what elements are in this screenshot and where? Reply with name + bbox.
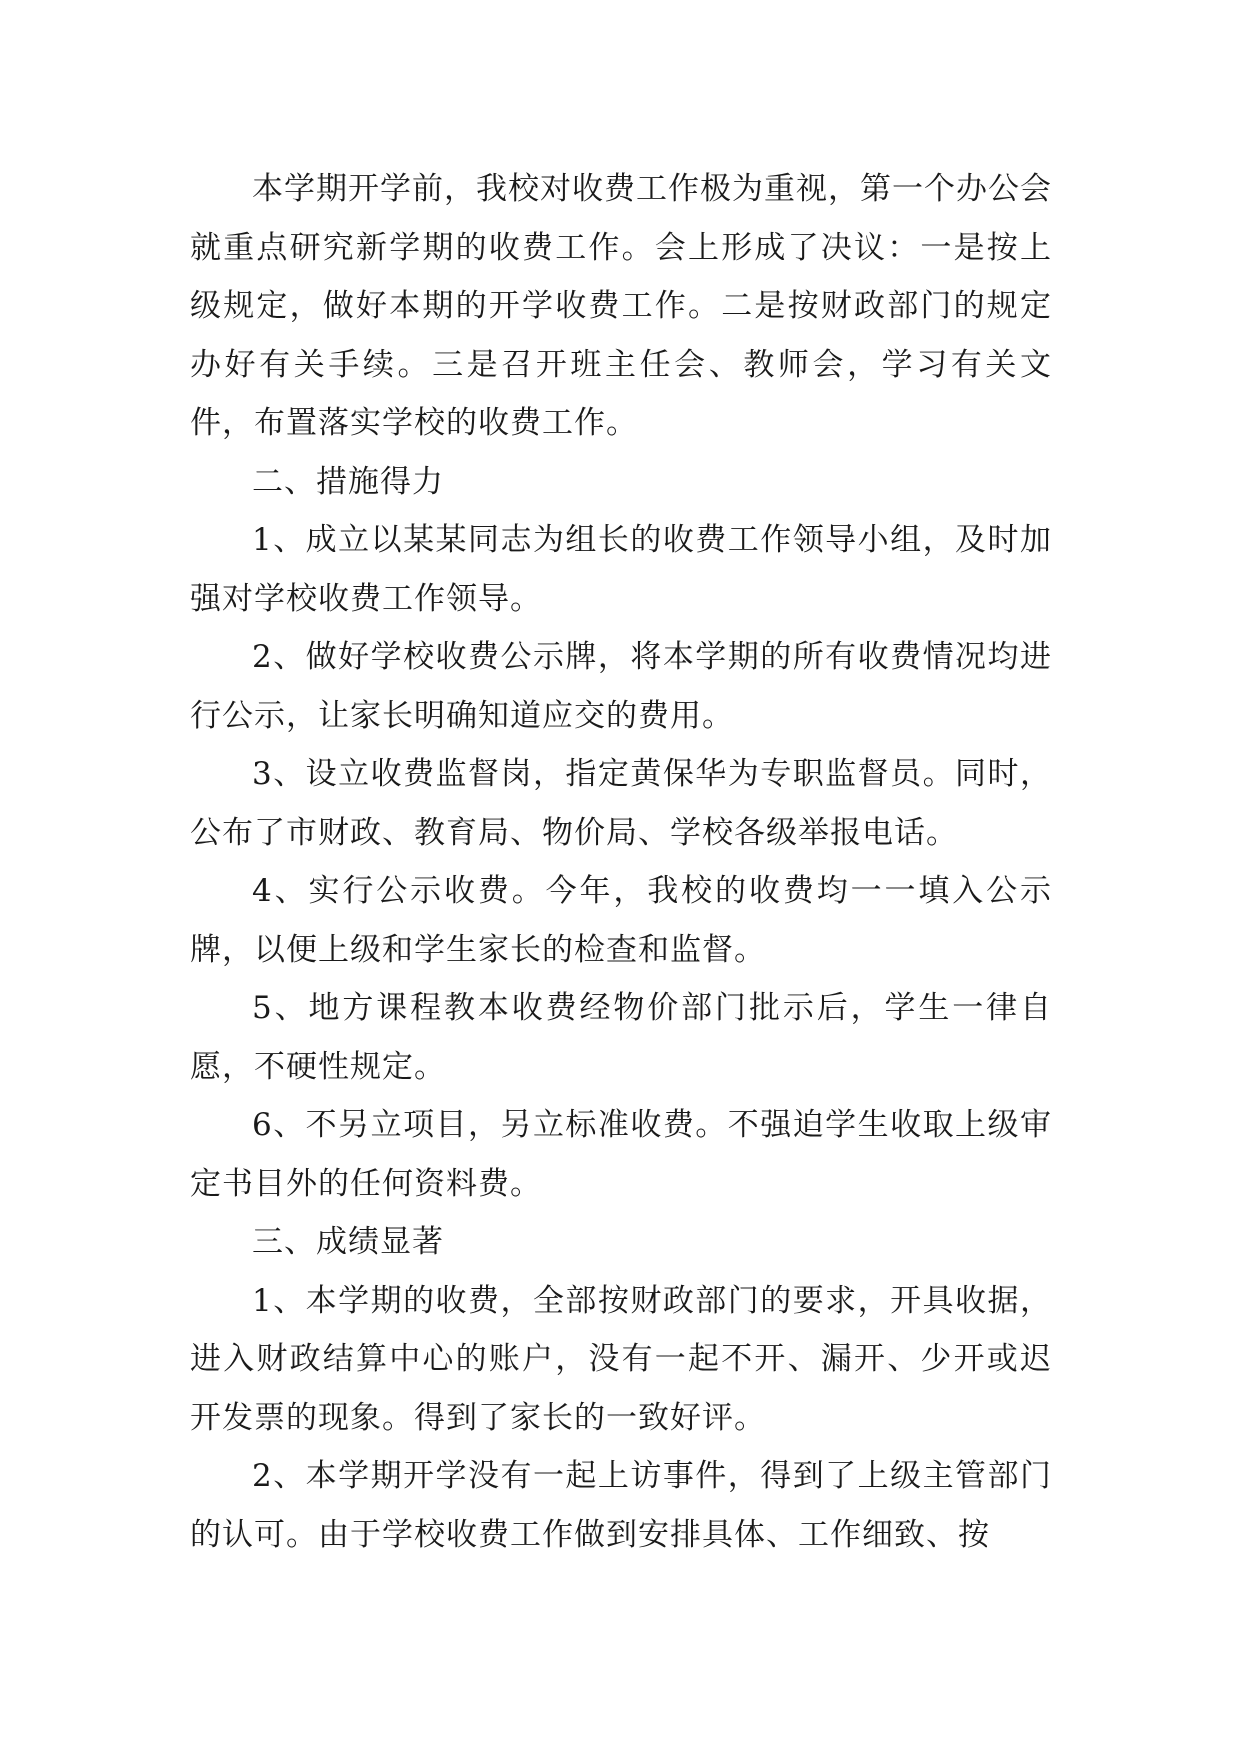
paragraph-measure-4: 4、实行公示收费。今年，我校的收费均一一填入公示牌，以便上级和学生家长的检查和监督。 xyxy=(190,873,1052,968)
section-heading-results: 三、成绩显著 xyxy=(252,1224,444,1260)
document-body xyxy=(190,160,1052,1564)
section-heading-measures: 二、措施得力 xyxy=(252,463,444,500)
paragraph-result-1: 1、本学期的收费，全部按财政部门的要求，开具收据，进入财政结算中心的账户，没有一起不开、漏开、少开或迟开发票的现象。得到了家长的一致好评。 xyxy=(190,1282,1052,1436)
paragraph-measure-5: 5、地方课程教本收费经物价部门批示后，学生一律自愿，不硬性规定。 xyxy=(190,990,1052,1085)
paragraph-measure-2: 2、做好学校收费公示牌，将本学期的所有收费情况均进行公示，让家长明确知道应交的费用。 xyxy=(190,639,1052,734)
paragraph-measure-3: 3、设立收费监督岗，指定黄保华为专职监督员。同时，公布了市财政、教育局、物价局、学校各级举报电话。 xyxy=(190,756,1052,851)
paragraph-measure-1: 1、成立以某某同志为组长的收费工作领导小组，及时加强对学校收费工作领导。 xyxy=(190,522,1052,617)
paragraph-result-2: 2、本学期开学没有一起上访事件，得到了上级主管部门的认可。由于学校收费工作做到安排具体、工作细致、按 xyxy=(190,1458,1052,1553)
paragraph-measure-6: 6、不另立项目，另立标准收费。不强迫学生收取上级审定书目外的任何资料费。 xyxy=(190,1107,1052,1202)
paragraph-intro: 本学期开学前，我校对收费工作极为重视，第一个办公会就重点研究新学期的收费工作。会上形成了决议：一是按上级规定，做好本期的开学收费工作。二是按财政部门的规定办好有关手续。三是召开班主任会、教师会，学习有关文件，布置落实学校的收费工作。 xyxy=(190,171,1052,441)
